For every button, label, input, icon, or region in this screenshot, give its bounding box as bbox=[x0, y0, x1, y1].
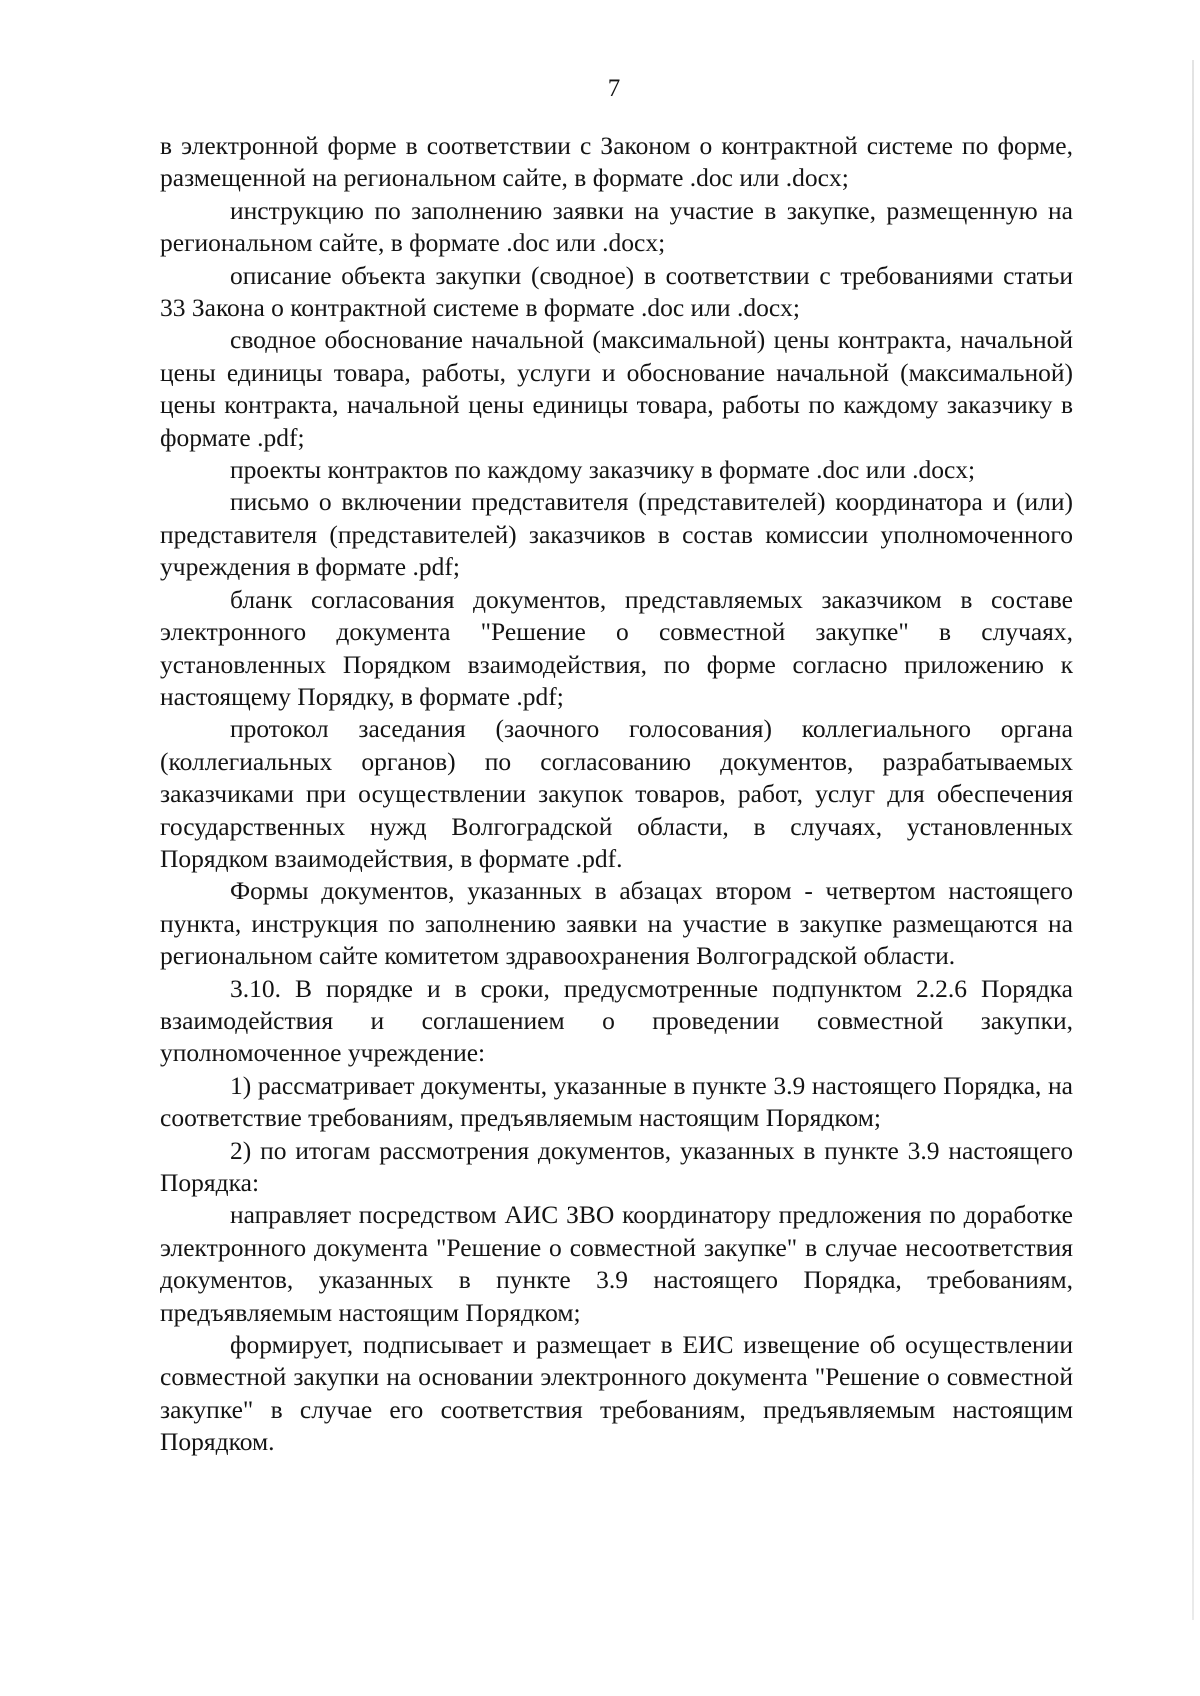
paragraph-5: проекты контрактов по каждому заказчику в формате .doc или .docx; bbox=[230, 455, 976, 485]
paragraph-3: описание объекта закупки (сводное) в соответствии с требованиями статьи 33 Закона о контрактной системе в формате .doc или .docx; bbox=[160, 260, 1073, 323]
paragraph-9: Формы документов, указанных в абзацах втором - четвертом настоящего пункта, инструкция по заполнению заявки на участие в закупке размещаются на региональном сайте комитетом здравоохранения Волгоградской области. bbox=[160, 876, 1073, 971]
paragraph-8: протокол заседания (заочного голосования) коллегиального органа (коллегиальных органов) по согласованию документов, разрабатываемых заказчиками при осуществлении закупок товаров, работ, услуг для обеспечения государственных нужд Волгоградской области, в случаях, установленных Порядком взаимодействия, в формате .pdf. bbox=[160, 714, 1073, 873]
paragraph-12: 2) по итогам рассмотрения документов, указанных в пункте 3.9 настоящего Порядка: bbox=[160, 1135, 1073, 1197]
paragraph-1: в электронной форме в соответствии с Законом о контрактной системе по форме, размещенной на региональном сайте, в формате .doc или .docx; bbox=[160, 131, 1073, 193]
document-body bbox=[160, 130, 1073, 1459]
paragraph-11: 1) рассматривает документы, указанные в пункте 3.9 настоящего Порядка, на соответствие требованиям, предъявляемым настоящим Порядком; bbox=[160, 1070, 1073, 1133]
paragraph-14: формирует, подписывает и размещает в ЕИС извещение об осуществлении совместной закупки на основании электронного документа "Решение о совместной закупке" в случае его соответствия требованиям, предъявляемым настоящим Порядком. bbox=[160, 1330, 1073, 1457]
paragraph-10: 3.10. В порядке и в сроки, предусмотренные подпунктом 2.2.6 Порядка взаимодействия и соглашением о проведении совместной закупки, уполномоченное учреждение: bbox=[160, 973, 1073, 1068]
scan-edge-shadow bbox=[1192, 60, 1194, 1620]
paragraph-2: инструкцию по заполнению заявки на участие в закупке, размещенную на региональном сайте, в формате .doc или .docx; bbox=[160, 195, 1073, 258]
paragraph-13: направляет посредством АИС ЗВО координатору предложения по доработке электронного документа "Решение о совместной закупке" в случае несоответствия документов, указанных в пункте 3.9 настоящего Порядка, требованиям, предъявляемым настоящим Порядком; bbox=[160, 1200, 1073, 1327]
paragraph-6: письмо о включении представителя (представителей) координатора и (или) представителя (представителей) заказчиков в состав комиссии уполномоченного учреждения в формате .pdf; bbox=[160, 487, 1073, 582]
paragraph-4: сводное обоснование начальной (максимальной) цены контракта, начальной цены единицы товара, работы, услуги и обоснование начальной (максимальной) цены контракта, начальной цены единицы товара, работы по каждому заказчику в формате .pdf; bbox=[160, 325, 1073, 452]
page-number: 7 bbox=[607, 75, 621, 102]
paragraph-7: бланк согласования документов, представляемых заказчиком в составе электронного документа "Решение о совместной закупке" в случаях, установленных Порядком взаимодействия, по форме согласно приложению к настоящему Порядку, в формате .pdf; bbox=[160, 584, 1073, 711]
